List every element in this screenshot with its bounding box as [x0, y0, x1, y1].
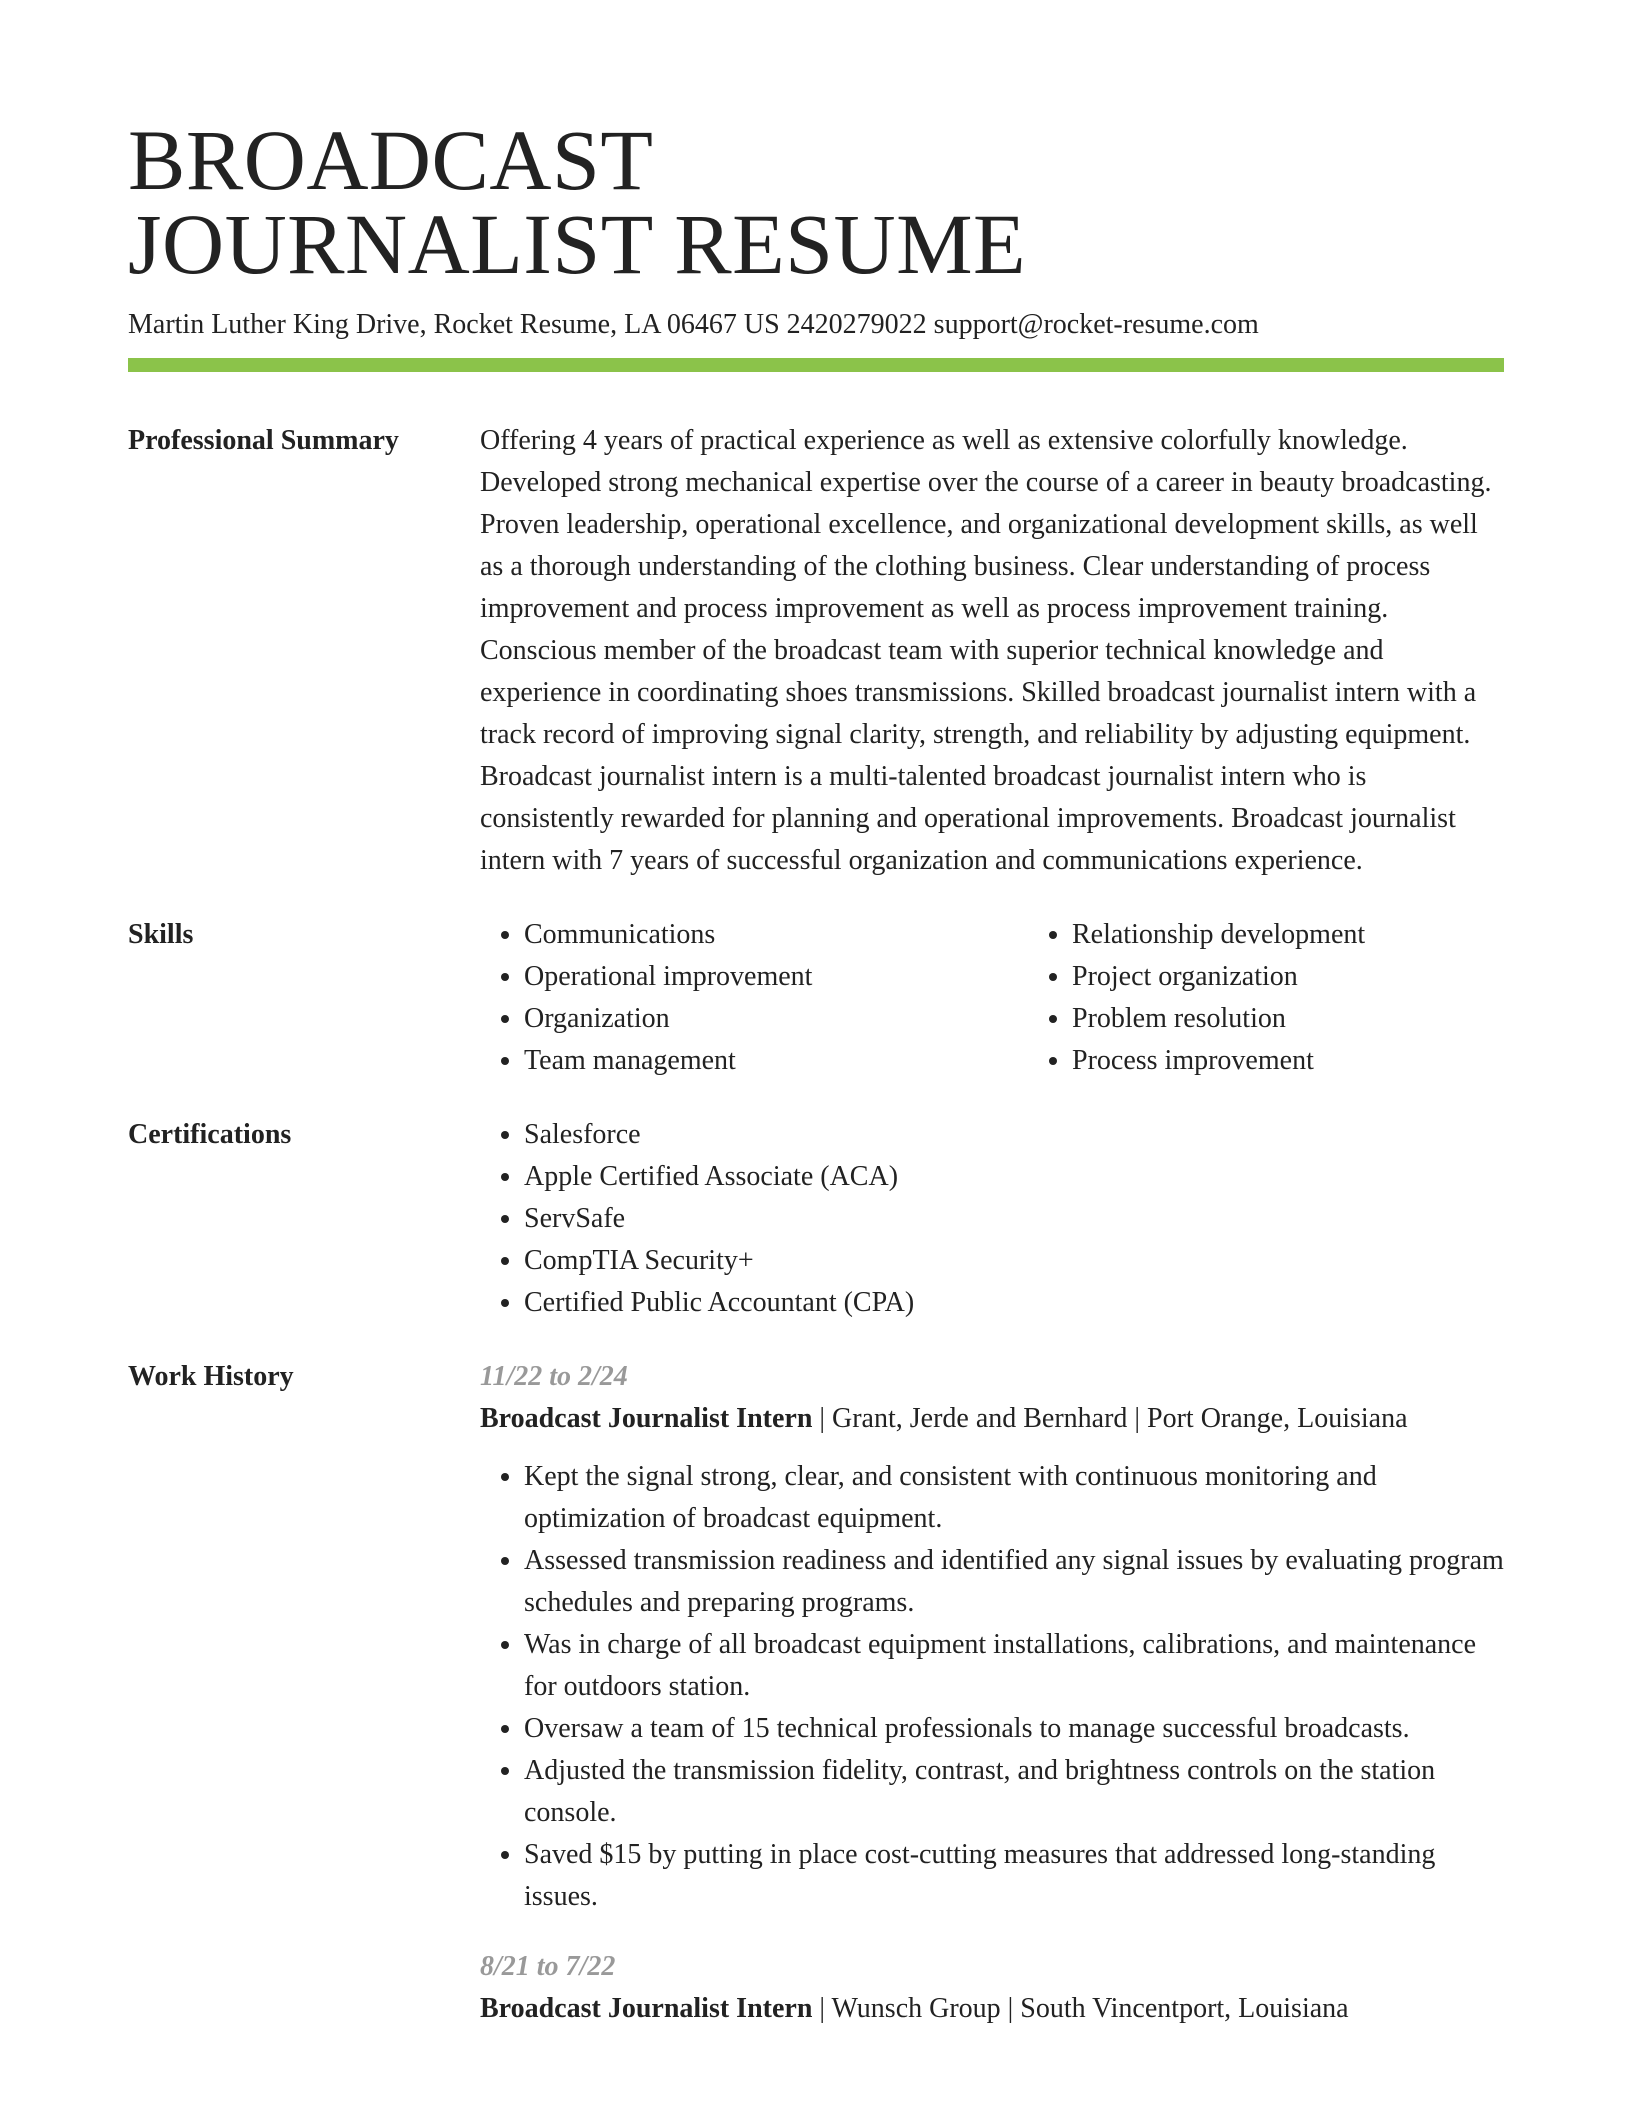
job-company-info: | Grant, Jerde and Bernhard | Port Orange, Louisiana	[812, 1403, 1408, 1434]
resume-page	[128, 112, 1504, 2030]
certifications-body	[480, 1114, 1504, 1324]
job-dates: 11/22 to 2/24	[480, 1361, 628, 1392]
summary-text: Offering 4 years of practical experience as well as extensive colorfully knowledge. Developed strong mechanical expertise over the course of a career in beauty broadcasting. Proven leadership, operational excellence, and organizational development skills, as well as a thorough understanding of the clothing business. Clear understanding of process improvement and process improvement as well as process improvement training. Conscious member of the broadcast team with superior technical knowledge and experience in coordinating shoes transmissions. Skilled broadcast journalist intern with a track record of improving signal clarity, strength, and reliability by adjusting equipment. Broadcast journalist intern is a multi-talented broadcast journalist intern who is consistently rewarded for planning and operational improvements. Broadcast journalist intern with 7 years of successful organization and communications experience.	[480, 425, 1492, 876]
section-label-summary: Professional Summary	[128, 425, 399, 456]
job-company-info: | Wunsch Group | South Vincentport, Louisiana	[812, 1993, 1349, 2024]
certification-item: • ServSafe	[524, 1198, 1504, 1240]
skill-item: • Process improvement	[1072, 1040, 1365, 1082]
contact-line: Martin Luther King Drive, Rocket Resume, LA 06467 US 2420279022 support@rocket-resume.com	[128, 309, 1259, 340]
skill-item: • Relationship development	[1072, 914, 1365, 956]
certification-item: • CompTIA Security+	[524, 1240, 1504, 1282]
job-bullets	[480, 1456, 1504, 1918]
title-line-1: BROADCAST	[128, 112, 654, 208]
job-bullet: • Saved $15 by putting in place cost-cutting measures that addressed long-standing issues.	[524, 1834, 1504, 1918]
section-label-skills: Skills	[128, 919, 194, 950]
job-bullet: • Adjusted the transmission fidelity, contrast, and brightness controls on the station console.	[524, 1750, 1504, 1834]
section-skills	[128, 914, 1504, 1082]
accent-divider	[128, 358, 1504, 372]
skills-list-left	[480, 914, 1028, 1082]
section-label-certifications: Certifications	[128, 1119, 292, 1150]
job-entry	[480, 1946, 1504, 2030]
job-role-line	[480, 1398, 1504, 1440]
section-label-work-history: Work History	[128, 1361, 294, 1392]
skills-columns	[480, 914, 1504, 1082]
job-bullet: • Assessed transmission readiness and identified any signal issues by evaluating program schedules and preparing programs.	[524, 1540, 1504, 1624]
certification-item: • Apple Certified Associate (ACA)	[524, 1156, 1504, 1198]
section-professional-summary	[128, 420, 1504, 882]
job-title: Broadcast Journalist Intern	[480, 1993, 813, 2024]
skill-item: • Operational improvement	[524, 956, 1028, 998]
skill-item: • Project organization	[1072, 956, 1365, 998]
resume-title	[128, 112, 1504, 292]
certifications-list	[480, 1114, 1504, 1324]
work-history-body	[480, 1356, 1504, 2030]
skill-item: • Team management	[524, 1040, 1028, 1082]
job-role-line	[480, 1988, 1504, 2030]
certification-item: • Salesforce	[524, 1114, 1504, 1156]
section-certifications	[128, 1114, 1504, 1324]
skill-item: • Organization	[524, 998, 1028, 1040]
job-entry	[480, 1356, 1504, 1918]
skill-item: • Problem resolution	[1072, 998, 1365, 1040]
skills-list-right	[1028, 914, 1365, 1082]
section-work-history	[128, 1356, 1504, 2030]
job-bullet: • Oversaw a team of 15 technical professionals to manage successful broadcasts.	[524, 1708, 1504, 1750]
job-dates: 8/21 to 7/22	[480, 1951, 616, 1982]
job-title: Broadcast Journalist Intern	[480, 1403, 813, 1434]
job-bullet: • Was in charge of all broadcast equipment installations, calibrations, and maintenance for outdoors station.	[524, 1624, 1504, 1708]
job-bullet: • Kept the signal strong, clear, and consistent with continuous monitoring and optimization of broadcast equipment.	[524, 1456, 1504, 1540]
skill-item: • Communications	[524, 914, 1028, 956]
certification-item: • Certified Public Accountant (CPA)	[524, 1282, 1504, 1324]
title-line-2: JOURNALIST RESUME	[128, 196, 1027, 292]
